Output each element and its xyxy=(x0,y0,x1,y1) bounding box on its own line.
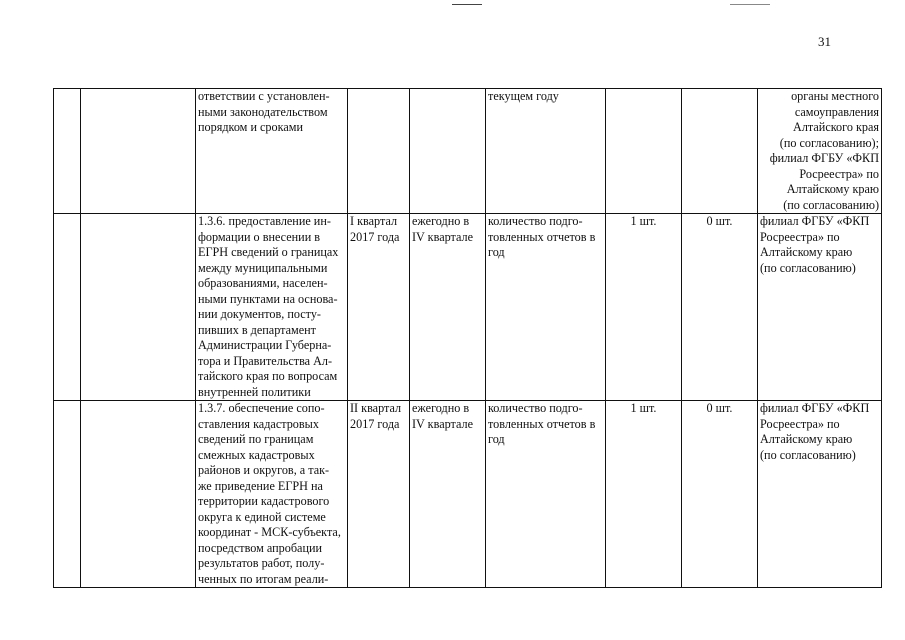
table-row xyxy=(54,401,882,588)
frequency-line: ежегодно в xyxy=(412,214,470,228)
executor-line: Росреестра» по xyxy=(760,416,840,431)
period-cell xyxy=(348,214,410,401)
executor-line: Алтайскому краю xyxy=(760,245,853,259)
page-number: 31 xyxy=(818,34,831,49)
blank-cell xyxy=(81,214,196,401)
measure-cell xyxy=(196,89,348,214)
plan-value-cell xyxy=(606,89,682,214)
plan-table xyxy=(53,88,882,588)
number-cell xyxy=(54,89,81,214)
period-line: I квартал xyxy=(350,214,398,228)
table-row xyxy=(54,89,882,214)
indicator-line: текущем году xyxy=(488,89,559,103)
indicator-line: год xyxy=(488,245,505,259)
executor-cell xyxy=(758,401,882,588)
measure-line: между муниципальными xyxy=(198,260,328,275)
executor-line: филиал ФГБУ «ФКП xyxy=(769,151,879,165)
measure-line: пивших в департамент xyxy=(198,322,316,337)
frequency-line: ежегодно в xyxy=(412,401,470,415)
executor-cell xyxy=(758,214,882,401)
period-line: 2017 года xyxy=(350,416,400,431)
measure-cell xyxy=(196,214,348,401)
indicator-line: товленных отчетов в xyxy=(488,229,596,244)
frequency-cell xyxy=(410,214,486,401)
executor-line: (по согласованию) xyxy=(760,260,856,275)
indicator-line: количество подго- xyxy=(488,401,583,415)
number-cell xyxy=(54,401,81,588)
measure-line: ными пунктами на основа- xyxy=(198,291,338,306)
scan-artifact-line xyxy=(452,4,482,5)
executor-cell xyxy=(758,89,882,214)
measure-line: смежных кадастровых xyxy=(198,447,315,462)
measure-line: тора и Правительства Ал- xyxy=(198,353,333,368)
measure-line: ставления кадастровых xyxy=(198,416,319,431)
executor-line: филиал ФГБУ «ФКП xyxy=(760,401,870,415)
indicator-line: товленных отчетов в xyxy=(488,416,596,431)
executor-line: (по согласованию) xyxy=(760,447,856,462)
frequency-cell xyxy=(410,89,486,214)
measure-line: же приведение ЕГРН на xyxy=(198,478,323,493)
executor-line: Алтайскому краю xyxy=(760,432,853,446)
measure-line: 1.3.7. обеспечение сопо- xyxy=(198,401,325,415)
fact-value-cell xyxy=(682,89,758,214)
number-cell xyxy=(54,214,81,401)
measure-line: Администрации Губерна- xyxy=(198,338,332,352)
indicator-line: год xyxy=(488,432,505,446)
fact-value-cell: 0 шт. xyxy=(682,401,758,588)
measure-line: результатов работ, полу- xyxy=(198,556,325,570)
period-line: 2017 года xyxy=(350,229,400,244)
blank-cell xyxy=(81,401,196,588)
indicator-cell xyxy=(486,214,606,401)
fact-value-cell: 0 шт. xyxy=(682,214,758,401)
measure-line: округа к единой системе xyxy=(198,509,326,524)
frequency-line: IV квартале xyxy=(412,416,474,431)
measure-line: сведений по границам xyxy=(198,432,314,446)
period-line: II квартал xyxy=(350,401,402,415)
executor-line: (по согласованию); xyxy=(779,135,879,150)
blank-cell xyxy=(81,89,196,214)
executor-line: (по согласованию) xyxy=(783,197,879,212)
executor-line: Алтайского края xyxy=(793,120,879,134)
executor-line: самоуправления xyxy=(794,104,879,119)
measure-line: внутренней политики xyxy=(198,384,311,399)
scan-artifact-line xyxy=(730,4,770,5)
executor-line: Росреестра» по xyxy=(799,166,879,181)
measure-line: образованиями, населен- xyxy=(198,276,328,290)
measure-line: посредством апробации xyxy=(198,540,323,555)
period-cell xyxy=(348,401,410,588)
indicator-cell xyxy=(486,401,606,588)
measure-line: ченных по итогам реали- xyxy=(198,571,329,586)
plan-value-cell: 1 шт. xyxy=(606,214,682,401)
measure-line: нии документов, посту- xyxy=(198,307,321,321)
measure-cell xyxy=(196,401,348,588)
indicator-cell xyxy=(486,89,606,214)
frequency-cell xyxy=(410,401,486,588)
measure-line: порядком и сроками xyxy=(198,120,303,134)
measure-line: территории кадастрового xyxy=(198,494,330,508)
executor-line: органы местного xyxy=(791,89,879,103)
indicator-line: количество подго- xyxy=(488,214,583,228)
plan-value-cell: 1 шт. xyxy=(606,401,682,588)
executor-line: филиал ФГБУ «ФКП xyxy=(760,214,870,228)
measure-line: координат - МСК-субъекта, xyxy=(198,525,341,539)
table-row xyxy=(54,214,882,401)
measure-line: формации о внесении в xyxy=(198,229,321,244)
measure-line: ными законодательством xyxy=(198,104,328,119)
measure-line: ответствии с установлен- xyxy=(198,89,330,103)
measure-line: 1.3.6. предоставление ин- xyxy=(198,214,331,228)
executor-line: Росреестра» по xyxy=(760,229,840,244)
measure-line: ЕГРН сведений о границах xyxy=(198,245,339,259)
executor-line: Алтайскому краю xyxy=(786,182,879,196)
period-cell xyxy=(348,89,410,214)
frequency-line: IV квартале xyxy=(412,229,474,244)
measure-line: тайского края по вопросам xyxy=(198,369,338,383)
measure-line: районов и округов, а так- xyxy=(198,463,330,477)
